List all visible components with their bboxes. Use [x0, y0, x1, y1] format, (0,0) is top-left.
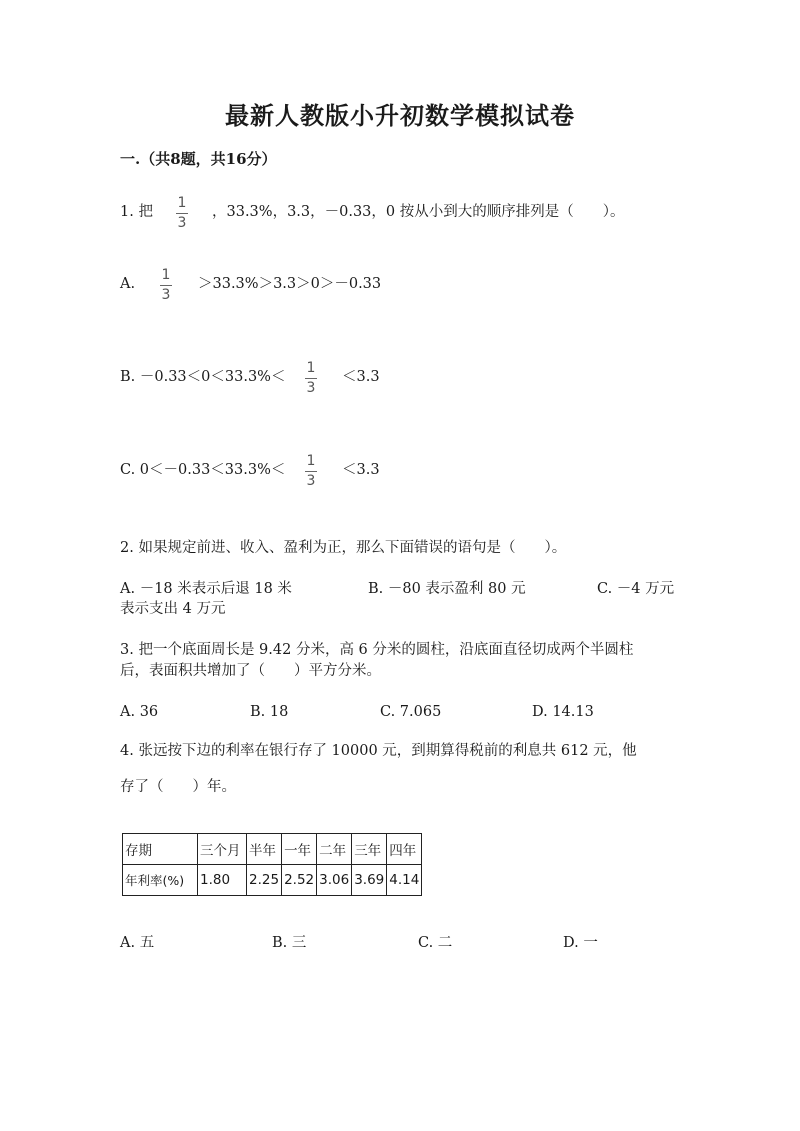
- q1-option-c-text: C. 0＜－0.33＜33.3%＜: [120, 462, 286, 478]
- q3-stem-line2: 后，表面积共增加了（ ）平方分米。: [120, 663, 381, 679]
- q3-option-c: C. 7.065: [380, 704, 442, 720]
- fraction-numerator: 1: [306, 360, 316, 376]
- table-cell: 存期: [123, 834, 198, 865]
- fraction-one-third: [160, 268, 172, 303]
- q3-option-a: A. 36: [120, 704, 159, 720]
- q1-option-c-tail: ＜3.3: [342, 462, 380, 478]
- table-cell: 2.52: [282, 865, 317, 896]
- q1-prefix: 1. 把: [120, 204, 153, 220]
- fraction-denominator: 3: [306, 380, 316, 396]
- q2-stem: 2. 如果规定前进、收入、盈利为正，那么下面错误的语句是（ ）。: [120, 540, 567, 556]
- q3-option-d: D. 14.13: [532, 704, 594, 720]
- fraction-one-third: [305, 361, 317, 396]
- table-cell: 3.69: [352, 865, 387, 896]
- page-title: 最新人教版小升初数学模拟试卷: [225, 101, 575, 130]
- table-cell: 三个月: [198, 834, 247, 865]
- fraction-numerator: 1: [306, 453, 316, 469]
- q2-option-b: B. －80 表示盈利 80 元: [368, 581, 526, 597]
- table-cell: 2.25: [247, 865, 282, 896]
- fraction-bar: [305, 471, 317, 472]
- fraction-bar: [160, 285, 172, 286]
- table-cell: 二年: [317, 834, 352, 865]
- q4-option-c: C. 二: [418, 935, 453, 951]
- fraction-denominator: 3: [306, 473, 316, 489]
- fraction-one-third: [176, 196, 188, 231]
- table-cell: 一年: [282, 834, 317, 865]
- q1-option-a-label: A.: [120, 276, 136, 292]
- fraction-numerator: 1: [177, 195, 187, 211]
- table-row: [123, 865, 422, 896]
- q4-option-d: D. 一: [563, 935, 598, 951]
- table-cell: 年利率(%): [123, 865, 198, 896]
- table-cell: 1.80: [198, 865, 247, 896]
- table-cell: 3.06: [317, 865, 352, 896]
- fraction-bar: [176, 213, 188, 214]
- fraction-bar: [305, 378, 317, 379]
- table-header-row: [123, 834, 422, 865]
- fraction-denominator: 3: [161, 287, 171, 303]
- q1-suffix: ，33.3%，3.3，－0.33，0 按从小到大的顺序排列是（ ）。: [212, 204, 625, 220]
- q2-option-c-continued: 表示支出 4 万元: [120, 601, 226, 617]
- q4-option-b: B. 三: [272, 935, 307, 951]
- q3-option-b: B. 18: [250, 704, 289, 720]
- interest-rate-table: [122, 833, 422, 896]
- q4-option-a: A. 五: [120, 935, 155, 951]
- fraction-denominator: 3: [177, 215, 187, 231]
- q1-option-b-tail: ＜3.3: [342, 369, 380, 385]
- q1-option-a-text: ＞33.3%＞3.3＞0＞－0.33: [198, 276, 382, 292]
- fraction-one-third: [305, 454, 317, 489]
- q4-stem-line1: 4. 张远按下边的利率在银行存了 10000 元，到期算得税前的利息共 612 元，他: [120, 743, 637, 759]
- q3-stem-line1: 3. 把一个底面周长是 9.42 分米，高 6 分米的圆柱，沿底面直径切成两个半圆柱: [120, 642, 634, 658]
- fraction-numerator: 1: [161, 267, 171, 283]
- table-cell: 四年: [387, 834, 422, 865]
- q2-option-a: A. －18 米表示后退 18 米: [120, 581, 292, 597]
- q1-option-b-text: B. －0.33＜0＜33.3%＜: [120, 369, 286, 385]
- q4-stem-line2: 存了（ ）年。: [120, 779, 236, 795]
- q2-option-c: C. －4 万元: [597, 581, 675, 597]
- table-cell: 三年: [352, 834, 387, 865]
- table-cell: 4.14: [387, 865, 422, 896]
- table-cell: 半年: [247, 834, 282, 865]
- section-heading: 一.（共8题，共16分）: [120, 150, 277, 168]
